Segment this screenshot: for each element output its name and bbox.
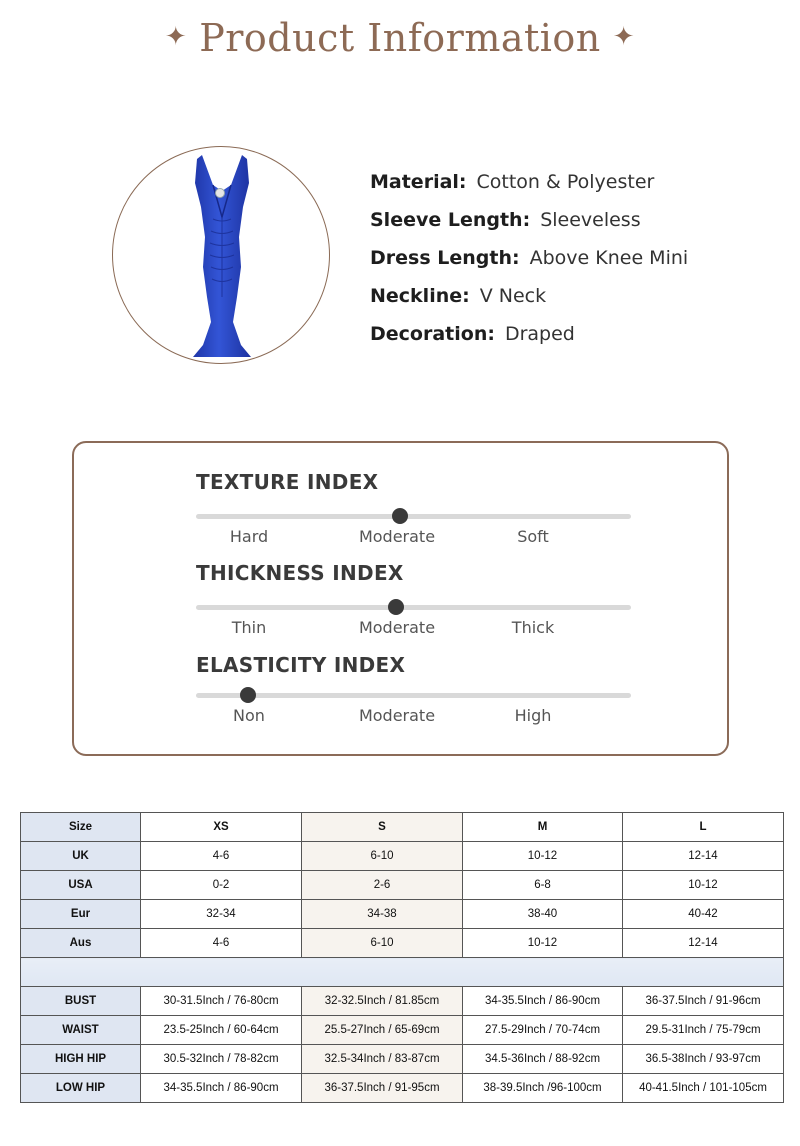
table-cell: 0-2 — [141, 871, 302, 900]
texture-index-title: TEXTURE INDEX — [196, 470, 379, 494]
table-cell: 10-12 — [463, 929, 623, 958]
row-label: Aus — [21, 929, 141, 958]
table-cell: 6-10 — [302, 842, 463, 871]
size-chart-table — [20, 812, 784, 1103]
header-cell: M — [463, 813, 623, 842]
table-cell: 32-34 — [141, 900, 302, 929]
table-cell: 10-12 — [463, 842, 623, 871]
sparkle-icon: ✦ — [612, 22, 636, 52]
table-row — [21, 1074, 784, 1103]
table-cell: 34-38 — [302, 900, 463, 929]
table-divider-row — [21, 958, 784, 987]
thickness-index-marker — [388, 599, 404, 615]
row-label: HIGH HIP — [21, 1045, 141, 1074]
divider-cell — [21, 958, 784, 987]
spec-dress-length: Dress Length: Above Knee Mini — [370, 247, 689, 269]
page-title — [0, 16, 800, 60]
elasticity-level-high: High — [514, 706, 552, 725]
table-row — [21, 1016, 784, 1045]
table-cell: 34.5-36Inch / 88-92cm — [463, 1045, 623, 1074]
table-cell: 10-12 — [623, 871, 784, 900]
header-cell: L — [623, 813, 784, 842]
header-cell: Size — [21, 813, 141, 842]
table-cell: 34-35.5Inch / 86-90cm — [141, 1074, 302, 1103]
table-cell: 12-14 — [623, 842, 784, 871]
table-cell: 32-32.5Inch / 81.85cm — [302, 987, 463, 1016]
table-cell: 4-6 — [141, 842, 302, 871]
spec-decoration: Decoration: Draped — [370, 323, 575, 345]
table-cell: 30-31.5Inch / 76-80cm — [141, 987, 302, 1016]
thickness-index-title: THICKNESS INDEX — [196, 561, 404, 585]
table-cell: 4-6 — [141, 929, 302, 958]
table-cell: 29.5-31Inch / 75-79cm — [623, 1016, 784, 1045]
table-row — [21, 929, 784, 958]
texture-level-low: Hard — [229, 527, 269, 546]
table-cell: 27.5-29Inch / 70-74cm — [463, 1016, 623, 1045]
table-header-row — [21, 813, 784, 842]
table-cell: 34-35.5Inch / 86-90cm — [463, 987, 623, 1016]
table-row — [21, 871, 784, 900]
row-label: UK — [21, 842, 141, 871]
spec-sleeve-length: Sleeve Length: Sleeveless — [370, 209, 641, 231]
elasticity-index-track — [196, 693, 631, 698]
table-cell: 2-6 — [302, 871, 463, 900]
texture-level-mid: Moderate — [358, 527, 436, 546]
elasticity-index-title: ELASTICITY INDEX — [196, 653, 406, 677]
table-cell: 32.5-34Inch / 83-87cm — [302, 1045, 463, 1074]
row-label: Eur — [21, 900, 141, 929]
table-cell: 38-39.5Inch /96-100cm — [463, 1074, 623, 1103]
table-cell: 36.5-38Inch / 93-97cm — [623, 1045, 784, 1074]
thickness-level-low: Thin — [231, 618, 267, 637]
table-cell: 30.5-32Inch / 78-82cm — [141, 1045, 302, 1074]
elasticity-level-low: Non — [233, 706, 265, 725]
table-cell: 38-40 — [463, 900, 623, 929]
table-cell: 6-8 — [463, 871, 623, 900]
product-image-frame — [112, 146, 330, 364]
table-row — [21, 842, 784, 871]
table-cell: 36-37.5Inch / 91-95cm — [302, 1074, 463, 1103]
thickness-level-mid: Moderate — [358, 618, 436, 637]
table-cell: 12-14 — [623, 929, 784, 958]
table-row — [21, 1045, 784, 1074]
spec-list — [370, 171, 688, 361]
table-cell: 40-41.5Inch / 101-105cm — [623, 1074, 784, 1103]
row-label: USA — [21, 871, 141, 900]
elasticity-level-mid: Moderate — [358, 706, 436, 725]
table-cell: 23.5-25Inch / 60-64cm — [141, 1016, 302, 1045]
thickness-index-track — [196, 605, 631, 610]
table-row — [21, 987, 784, 1016]
spec-neckline: Neckline: V Neck — [370, 285, 547, 307]
table-cell: 36-37.5Inch / 91-96cm — [623, 987, 784, 1016]
spec-material: Material: Cotton & Polyester — [370, 171, 655, 193]
row-label: WAIST — [21, 1016, 141, 1045]
row-label: LOW HIP — [21, 1074, 141, 1103]
row-label: BUST — [21, 987, 141, 1016]
sparkle-icon: ✦ — [164, 22, 188, 52]
blue-dress-image — [113, 147, 330, 364]
title-text: Product Information — [199, 16, 601, 60]
header-cell: XS — [141, 813, 302, 842]
thickness-level-high: Thick — [511, 618, 555, 637]
table-cell: 6-10 — [302, 929, 463, 958]
table-row — [21, 900, 784, 929]
texture-index-track — [196, 514, 631, 519]
table-cell: 40-42 — [623, 900, 784, 929]
header-cell: S — [302, 813, 463, 842]
texture-level-high: Soft — [517, 527, 549, 546]
table-cell: 25.5-27Inch / 65-69cm — [302, 1016, 463, 1045]
